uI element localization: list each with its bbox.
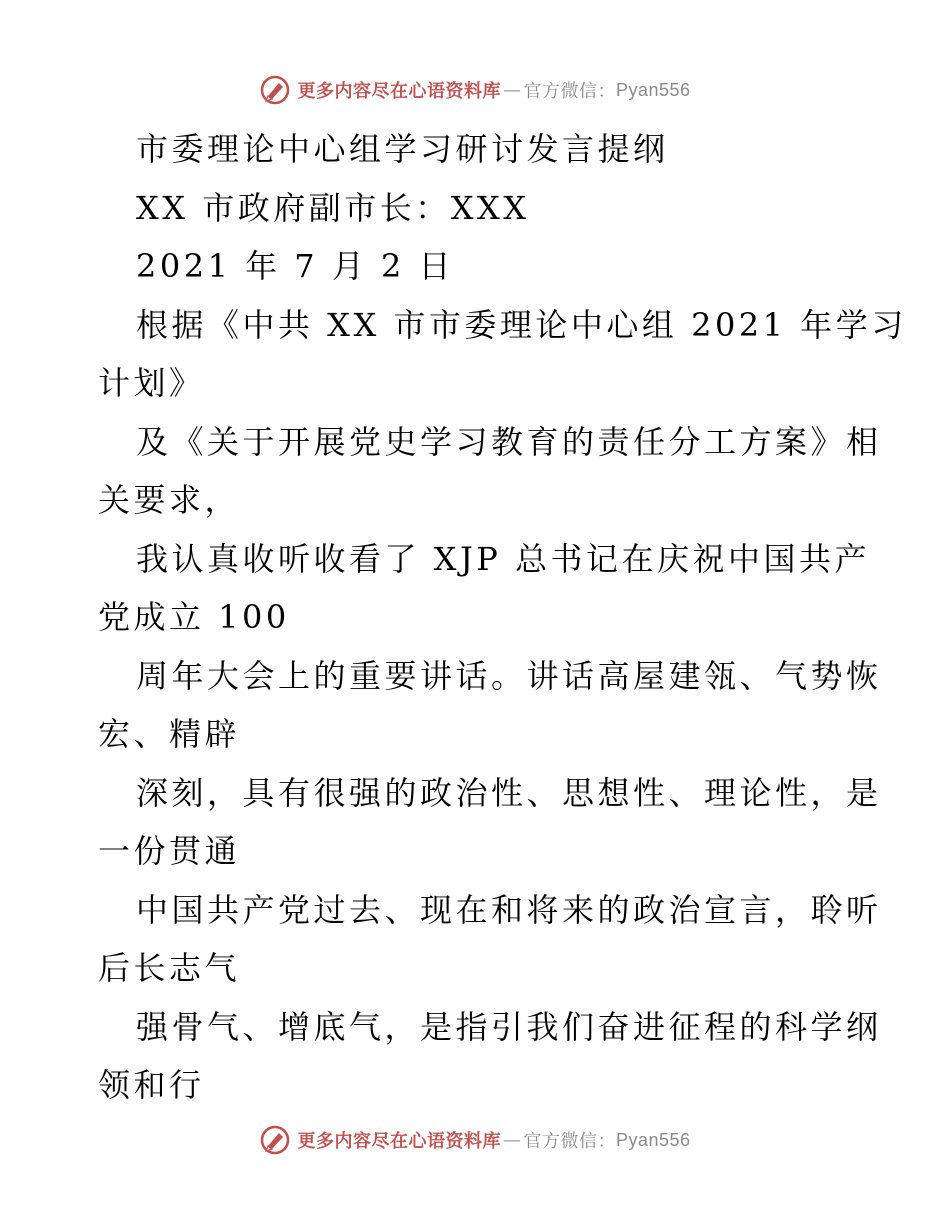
header-watermark <box>0 70 950 110</box>
watermark-sub: 官方微信： <box>523 1131 616 1152</box>
document-body <box>98 120 907 1115</box>
document-title: 市委理论中心组学习研讨发言提纲 <box>136 130 669 168</box>
paragraph-line: 宏、精辟 <box>98 715 241 753</box>
paragraph-line: 及《关于开展党史学习教育的责任分工方案》相 <box>136 422 882 461</box>
watermark-wechat-id: Pyan556 <box>615 1129 691 1150</box>
watermark-brand: 更多内容尽在心语资料库 <box>297 1131 501 1152</box>
paragraph-line: 我认真收听收看了 XJP 总书记在庆祝中国共产 <box>136 539 870 578</box>
paragraph-line: 周年大会上的重要讲话。讲话高屋建瓴、气势恢 <box>136 656 882 695</box>
watermark-text <box>297 77 690 103</box>
footer-watermark <box>0 1120 950 1160</box>
document-date: 2021 年 7 月 2 日 <box>136 247 455 285</box>
paragraph-line: 根据《中共 XX 市市委理论中心组 2021 年学习 <box>136 305 907 344</box>
paragraph-line: 党成立 100 <box>98 598 290 636</box>
watermark-dash: — <box>502 1129 522 1151</box>
paragraph-line: 一份贯通 <box>98 832 241 870</box>
paragraph-line: 后长志气 <box>98 949 241 987</box>
document-author: XX 市政府副市长：XXX <box>136 188 530 227</box>
brand-logo-icon <box>259 1124 291 1156</box>
watermark-sub: 官方微信： <box>523 81 616 102</box>
brand-logo-icon <box>259 74 291 106</box>
paragraph-line: 强骨气、增底气，是指引我们奋进征程的科学纲 <box>136 1007 882 1046</box>
paragraph-line: 领和行 <box>98 1066 205 1104</box>
paragraph-line: 计划》 <box>98 364 205 402</box>
watermark-text <box>297 1127 690 1153</box>
watermark-wechat-id: Pyan556 <box>615 79 691 100</box>
watermark-brand: 更多内容尽在心语资料库 <box>297 81 501 102</box>
paragraph-line: 深刻，具有很强的政治性、思想性、理论性，是 <box>136 773 882 812</box>
paragraph-line: 关要求， <box>98 481 241 519</box>
paragraph-line: 中国共产党过去、现在和将来的政治宣言，聆听 <box>136 890 882 929</box>
watermark-dash: — <box>502 79 522 101</box>
